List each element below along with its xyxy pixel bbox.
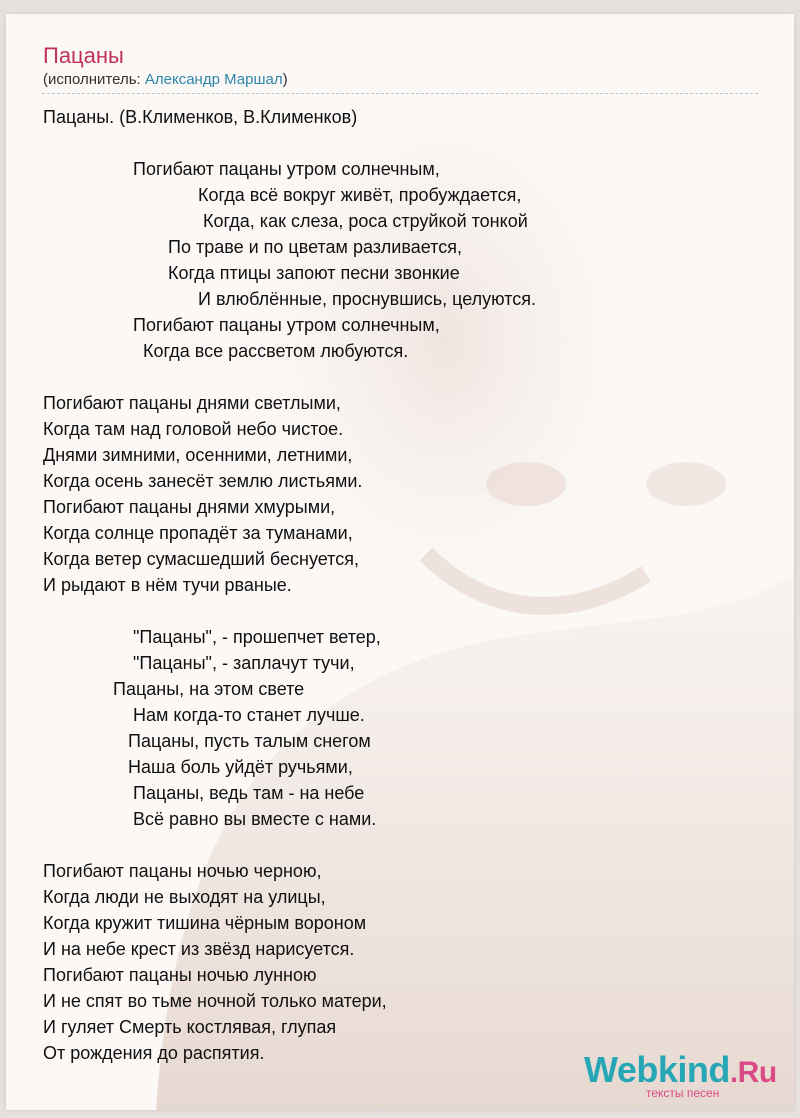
performer-prefix: (исполнитель: — [43, 71, 145, 88]
stanza-break — [43, 832, 783, 858]
logo-tld: .Ru — [729, 1056, 777, 1089]
lyrics-text — [43, 104, 783, 1066]
stanza-break — [43, 364, 783, 390]
lyric-line: Пацаны, пусть талым снегом — [43, 731, 371, 751]
song-title: Пацаны — [43, 43, 124, 68]
lyric-line: По траве и по цветам разливается, — [43, 237, 462, 257]
lyric-line: Пацаны, на этом свете — [43, 679, 305, 699]
lyric-line: Пацаны, ведь там - на небе — [43, 783, 365, 803]
performer-line — [43, 70, 288, 90]
lyric-line: Погибают пацаны ночью лунною — [43, 965, 317, 985]
stanza-break — [43, 598, 783, 624]
lyric-line: Погибают пацаны ночью черною, — [43, 861, 322, 881]
performer-link[interactable]: Александр Маршал — [144, 71, 283, 88]
lyric-line: И гуляет Смерть костлявая, глупая — [43, 1017, 337, 1037]
lyric-line: Погибают пацаны утром солнечным, — [43, 315, 440, 335]
performer-suffix: ) — [282, 71, 288, 88]
lyric-line: "Пацаны", - заплачут тучи, — [43, 653, 355, 673]
lyric-line: Всё равно вы вместе с нами. — [43, 809, 377, 829]
lyric-line: Когда осень занесёт землю листьями. — [43, 471, 363, 491]
lyric-line: Днями зимними, осенними, летними, — [43, 445, 353, 465]
lyric-line: "Пацаны", - прошепчет ветер, — [43, 627, 381, 647]
lyric-line: Погибают пацаны днями светлыми, — [43, 393, 341, 413]
lyric-line: И не спят во тьме ночной только матери, — [43, 991, 387, 1011]
lyric-line: Погибают пацаны утром солнечным, — [43, 159, 440, 179]
lyric-line: Пацаны. (В.Клименков, В.Клименков) — [43, 107, 358, 127]
lyric-line: Когда там над головой небо чистое. — [43, 419, 344, 439]
lyric-line: И влюблённые, проснувшись, целуются. — [43, 289, 537, 309]
lyric-line: Когда птицы запоют песни звонкие — [43, 263, 460, 283]
lyric-line: Нам когда-то станет лучше. — [43, 705, 365, 725]
lyric-line: Погибают пацаны днями хмурыми, — [43, 497, 336, 517]
lyric-line: Когда люди не выходят на улицы, — [43, 887, 326, 907]
lyric-line: Когда солнце пропадёт за туманами, — [43, 523, 353, 543]
lyric-line: И на небе крест из звёзд нарисуется. — [43, 939, 355, 959]
lyric-line: Когда ветер сумасшедший беснуется, — [43, 549, 359, 569]
lyric-line: Когда, как слеза, роса струйкой тонкой — [43, 211, 528, 231]
lyric-line: От рождения до распятия. — [43, 1043, 265, 1063]
lyric-line: Наша боль уйдёт ручьями, — [43, 757, 353, 777]
site-logo[interactable] — [584, 1050, 784, 1100]
logo-tagline: тексты песен — [646, 1086, 720, 1100]
lyrics-card — [6, 14, 794, 1110]
lyric-line: Когда кружит тишина чёрным вороном — [43, 913, 367, 933]
lyric-line: И рыдают в нём тучи рваные. — [43, 575, 292, 595]
stanza-break — [43, 130, 783, 156]
song-header — [43, 42, 288, 90]
logo-main-text: Webkind — [584, 1049, 730, 1090]
lyric-line: Когда всё вокруг живёт, пробуждается, — [43, 185, 522, 205]
header-separator — [42, 93, 758, 94]
lyric-line: Когда все рассветом любуются. — [43, 341, 409, 361]
